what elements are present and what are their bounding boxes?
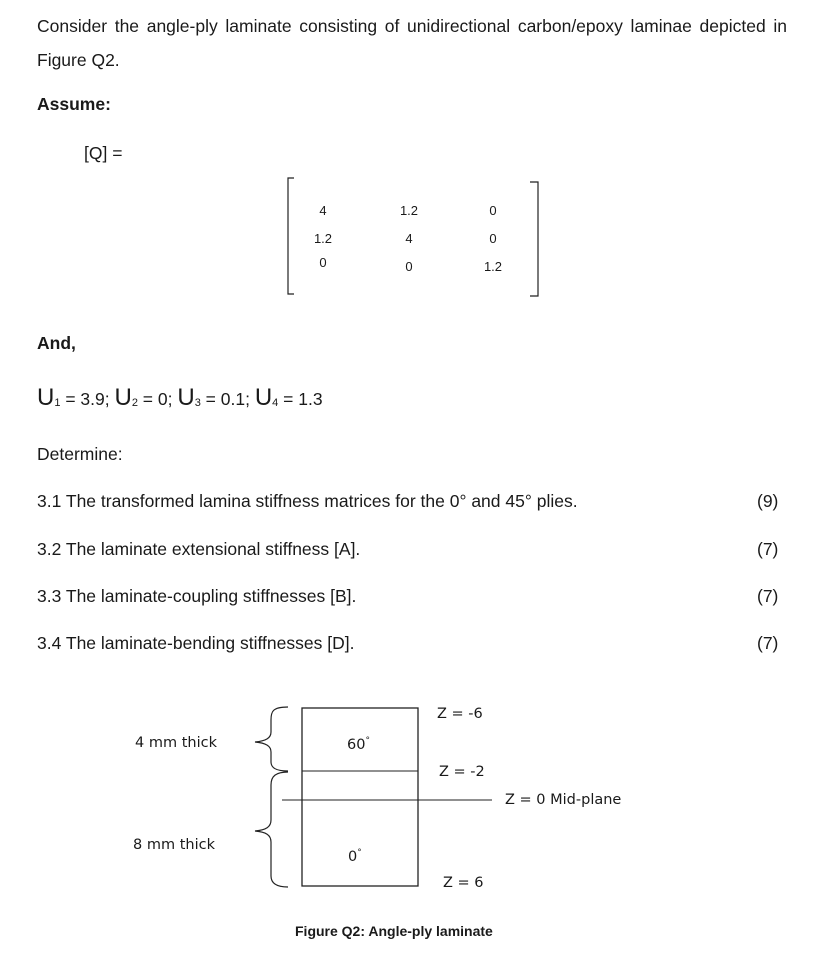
top-ply-angle-value: 60 <box>347 736 366 753</box>
top-ply-thickness: 4 mm thick <box>135 735 217 751</box>
laminate-diagram <box>0 690 820 900</box>
z-midplane-label: Z = 0 Mid-plane <box>505 792 622 808</box>
bottom-ply-thickness: 8 mm thick <box>133 837 215 853</box>
u4-symbol: U <box>254 384 273 411</box>
figure-q2 <box>0 690 820 950</box>
and-heading: And, <box>37 333 76 353</box>
u-invariants <box>37 384 323 412</box>
task-3-4: 3.4 The laminate-bending stiffnesses [D]. <box>37 633 355 653</box>
q-cell-21: 1.2 <box>313 231 333 246</box>
u1-value: = 3.9; <box>60 389 115 409</box>
z-top-label: Z = -6 <box>437 706 483 722</box>
degree-symbol: ° <box>357 848 362 858</box>
task-3-2: 3.2 The laminate extensional stiffness [A]. <box>37 539 361 559</box>
degree-symbol: ° <box>365 736 370 746</box>
q-matrix <box>280 174 550 300</box>
determine-heading: Determine: <box>37 444 123 464</box>
q-cell-23: 0 <box>489 231 497 246</box>
u1-subscript: 1 <box>54 397 61 409</box>
assume-heading: Assume: <box>37 94 111 114</box>
task-3-3: 3.3 The laminate-coupling stiffnesses [B]. <box>37 586 357 606</box>
q-matrix-label: [Q] = <box>84 143 123 163</box>
q-cell-11: 4 <box>319 203 327 218</box>
q-cell-33: 1.2 <box>483 259 503 274</box>
bottom-ply-angle <box>348 848 362 865</box>
u2-symbol: U <box>114 384 132 411</box>
task-3-1-marks: (9) <box>757 491 779 511</box>
q-cell-32: 0 <box>405 259 413 274</box>
problem-intro: Consider the angle-ply laminate consisting of unidirectional carbon/epoxy laminae depicted in Figure Q2. <box>37 16 787 70</box>
q-cell-31: 0 <box>319 255 327 270</box>
u2-subscript: 2 <box>131 397 138 409</box>
u2-value: = 0; <box>137 389 178 409</box>
task-3-3-marks: (7) <box>757 586 779 606</box>
q-cell-22: 4 <box>405 231 413 246</box>
u4-value: = 1.3 <box>278 389 323 409</box>
z-bottom-label: Z = 6 <box>443 875 484 891</box>
bottom-ply-brace <box>255 772 288 887</box>
u3-value: = 0.1; <box>200 389 255 409</box>
u1-symbol: U <box>37 384 55 411</box>
top-ply-brace <box>255 707 288 771</box>
q-cell-13: 0 <box>489 203 497 218</box>
u4-subscript: 4 <box>272 397 279 409</box>
u3-subscript: 3 <box>194 397 201 409</box>
z-interface-label: Z = -2 <box>439 764 485 780</box>
bottom-ply-angle-value: 0 <box>348 848 358 865</box>
top-ply-angle <box>347 736 370 753</box>
task-3-2-marks: (7) <box>757 539 779 559</box>
task-3-1: 3.1 The transformed lamina stiffness matrices for the 0° and 45° plies. <box>37 491 578 511</box>
u3-symbol: U <box>177 384 195 411</box>
figure-caption: Figure Q2: Angle-ply laminate <box>295 923 493 939</box>
task-3-4-marks: (7) <box>757 633 779 653</box>
q-cell-12: 1.2 <box>399 203 419 218</box>
